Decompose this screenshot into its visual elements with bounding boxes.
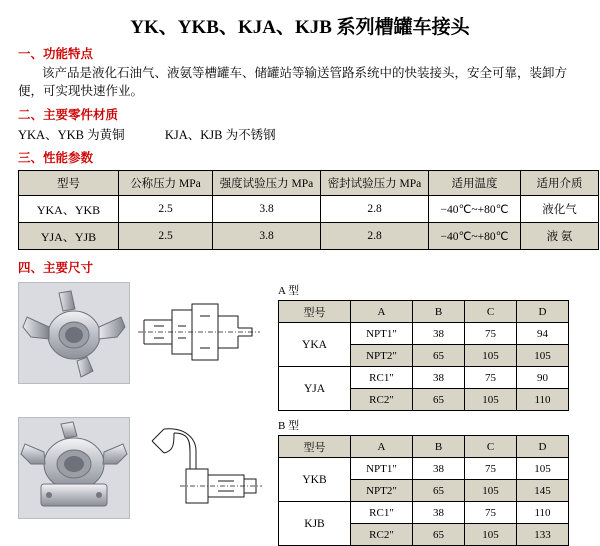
cell: 75 <box>465 502 517 524</box>
cell: 38 <box>413 502 465 524</box>
cell: RC2" <box>351 524 413 546</box>
col-header: D <box>517 436 569 458</box>
material-line <box>18 125 600 143</box>
cell: 65 <box>413 345 465 367</box>
col-header: B <box>413 436 465 458</box>
cell: NPT2" <box>351 345 413 367</box>
product-photo-b <box>18 417 130 519</box>
material-right: KJA、KJB 为不锈钢 <box>164 128 276 143</box>
features-paragraph: 该产品是液化石油气、液氨等槽罐车、储罐站等输送管路系统中的快装接头，安全可靠，装卸方便，可实现快速作业。 <box>18 66 568 99</box>
cell: 105 <box>465 345 517 367</box>
cell: 3.8 <box>213 196 321 223</box>
cell: RC2" <box>351 389 413 411</box>
col-header: C <box>465 436 517 458</box>
table-row <box>279 458 569 480</box>
page-title: YK、YKB、KJA、KJB 系列槽罐车接头 <box>130 17 470 38</box>
table-row <box>19 196 599 223</box>
material-left: YKA、YKB 为黄铜 <box>18 128 125 143</box>
section-heading-performance: 三、性能参数 <box>18 151 94 166</box>
cell: 65 <box>413 389 465 411</box>
col-header: A <box>351 301 413 323</box>
type-label-b: B 型 <box>278 420 300 433</box>
type-label-a: A 型 <box>278 285 300 298</box>
cell: −40℃~+80℃ <box>429 196 521 223</box>
cell: −40℃~+80℃ <box>429 223 521 250</box>
dimension-table-b <box>278 435 569 546</box>
cell: 105 <box>517 345 569 367</box>
cell: 94 <box>517 323 569 345</box>
dimension-blocks <box>18 282 600 546</box>
type-table-wrap-b <box>278 417 600 546</box>
table-row <box>279 502 569 524</box>
col-header: 型号 <box>279 436 351 458</box>
cell: 液化气 <box>521 196 599 223</box>
cell: NPT2" <box>351 480 413 502</box>
section-heading-material: 二、主要零件材质 <box>18 108 119 123</box>
cell: 90 <box>517 367 569 389</box>
col-header: 密封试验压力 MPa <box>321 171 429 196</box>
performance-table <box>18 170 599 250</box>
table-row <box>279 323 569 345</box>
cell: 75 <box>465 367 517 389</box>
cell: 3.8 <box>213 223 321 250</box>
cell: 145 <box>517 480 569 502</box>
dimension-table-a <box>278 300 569 411</box>
cell: 105 <box>517 458 569 480</box>
cell: 38 <box>413 367 465 389</box>
cell: 105 <box>465 480 517 502</box>
cell: NPT1" <box>351 323 413 345</box>
cell: 2.5 <box>119 196 213 223</box>
technical-drawing-b <box>134 417 264 517</box>
cell: YKA、YKB <box>19 196 119 223</box>
col-header: 适用温度 <box>429 171 521 196</box>
product-photo-a <box>18 282 130 384</box>
col-header: 型号 <box>279 301 351 323</box>
cell: 2.8 <box>321 223 429 250</box>
section-heading-dimensions: 四、主要尺寸 <box>18 261 94 276</box>
col-header: A <box>351 436 413 458</box>
table-header-row <box>19 171 599 196</box>
cell: 110 <box>517 502 569 524</box>
cell: 105 <box>465 389 517 411</box>
col-header: 强度试验压力 MPa <box>213 171 321 196</box>
col-header: 公称压力 MPa <box>119 171 213 196</box>
cell: 38 <box>413 458 465 480</box>
table-header-row <box>279 436 569 458</box>
cell: 75 <box>465 323 517 345</box>
cell: 105 <box>465 524 517 546</box>
dimension-block-b <box>18 417 600 546</box>
table-row <box>19 223 599 250</box>
type-table-wrap-a <box>278 282 600 411</box>
cell: YJA、YJB <box>19 223 119 250</box>
cell: 38 <box>413 323 465 345</box>
col-header: C <box>465 301 517 323</box>
cell: 75 <box>465 458 517 480</box>
col-header: 适用介质 <box>521 171 599 196</box>
cell-model: YKB <box>279 458 351 502</box>
section-heading-features: 一、功能特点 <box>18 47 94 61</box>
cell-model: KJB <box>279 502 351 546</box>
col-header: 型号 <box>19 171 119 196</box>
cell: 2.8 <box>321 196 429 223</box>
cell: 液 氨 <box>521 223 599 250</box>
cell: 110 <box>517 389 569 411</box>
cell: 65 <box>413 524 465 546</box>
cell-model: YKA <box>279 323 351 367</box>
table-header-row <box>279 301 569 323</box>
cell: RC1" <box>351 367 413 389</box>
col-header: B <box>413 301 465 323</box>
cell: 65 <box>413 480 465 502</box>
cell: RC1" <box>351 502 413 524</box>
dimension-block-a <box>18 282 600 411</box>
technical-drawing-a <box>134 282 264 382</box>
document-page <box>0 12 600 541</box>
cell-model: YJA <box>279 367 351 411</box>
cell: 2.5 <box>119 223 213 250</box>
col-header: D <box>517 301 569 323</box>
cell: NPT1" <box>351 458 413 480</box>
cell: 133 <box>517 524 569 546</box>
table-row <box>279 367 569 389</box>
